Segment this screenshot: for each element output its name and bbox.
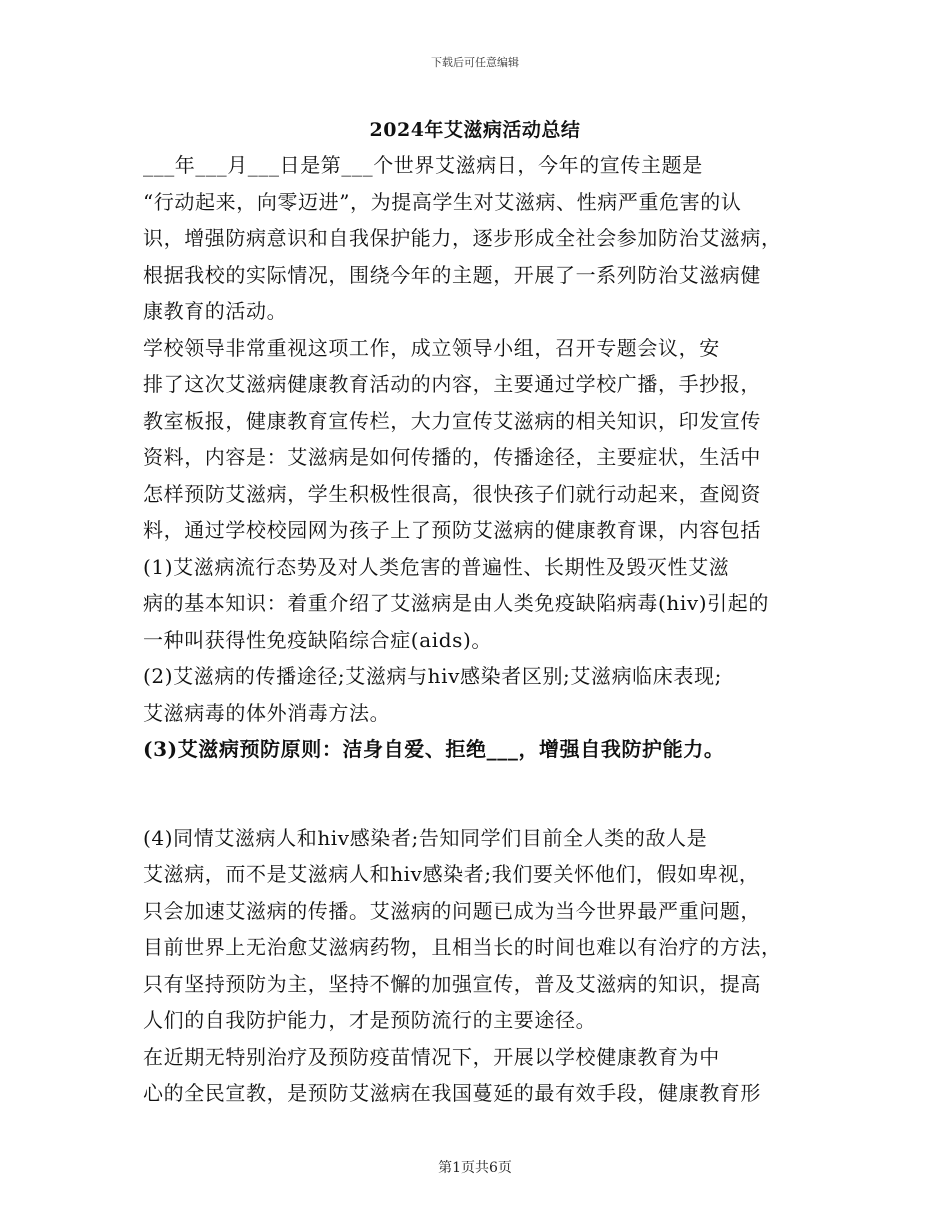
document-body (143, 147, 803, 1112)
body-line: 料，通过学校校园网为孩子上了预防艾滋病的健康教育课，内容包括 (143, 518, 761, 542)
page-number: 第1页共6页 (438, 1160, 512, 1176)
body-line: ___年___月___日是第___个世界艾滋病日，今年的宣传主题是 (143, 153, 703, 177)
paragraph-gap (143, 768, 803, 820)
body-line: 康教育的活动。 (143, 299, 288, 323)
body-line: 艾滋病毒的体外消毒方法。 (143, 700, 391, 725)
bold-principle-line: (3)艾滋病预防原则：洁身自爱、拒绝___，增强自我防护能力。 (143, 737, 725, 761)
body-line: 只会加速艾滋病的传播。艾滋病的问题已成为当今世界最严重问题， (143, 898, 761, 923)
body-line: 病的基本知识：着重介绍了艾滋病是由人类免疫缺陷病毒(hiv)引起的 (143, 591, 769, 615)
body-line: 排了这次艾滋病健康教育活动的内容，主要通过学校广播，手抄报， (143, 372, 761, 396)
document-title: 2024年艾滋病活动总结 (369, 119, 581, 141)
body-line: (4)同情艾滋病人和hiv感染者;告知同学们目前全人类的敌人是 (143, 825, 708, 850)
body-line: 只有坚持预防为主，坚持不懈的加强宣传，普及艾滋病的知识，提高 (143, 971, 761, 996)
body-line: “行动起来，向零迈进”，为提高学生对艾滋病、性病严重危害的认 (143, 189, 742, 214)
body-line: 艾滋病，而不是艾滋病人和hiv感染者;我们要关怀他们，假如卑视， (143, 862, 760, 886)
body-line: (2)艾滋病的传播途径;艾滋病与hiv感染者区别;艾滋病临床表现; (143, 664, 722, 688)
body-line: 目前世界上无治愈艾滋病药物，且相当长的时间也难以有治疗的方法， (143, 935, 782, 959)
body-line: 学校领导非常重视这项工作，成立领导小组，召开专题会议，安 (143, 335, 720, 360)
body-line: 人们的自我防护能力，才是预防流行的主要途径。 (143, 1008, 597, 1032)
body-line: 教室板报，健康教育宣传栏，大力宣传艾滋病的相关知识，印发宣传 (143, 408, 761, 433)
body-line: 怎样预防艾滋病，学生积极性很高，很快孩子们就行动起来，查阅资 (143, 481, 761, 506)
body-line: 心的全民宣教，是预防艾滋病在我国蔓延的最有效手段，健康教育形 (143, 1081, 761, 1105)
body-line: 在近期无特别治疗及预防疫苗情况下，开展以学校健康教育为中 (143, 1044, 720, 1069)
body-line: 识，增强防病意识和自我保护能力，逐步形成全社会参加防治艾滋病， (143, 226, 782, 250)
body-line: 一种叫获得性免疫缺陷综合症(aids)。 (143, 627, 492, 652)
header-note: 下载后可任意编辑 (431, 56, 519, 69)
body-line: 根据我校的实际情况，围绕今年的主题，开展了一系列防治艾滋病健 (143, 262, 761, 287)
body-line: 资料，内容是：艾滋病是如何传播的，传播途径，主要症状，生活中 (143, 445, 761, 469)
body-line: (1)艾滋病流行态势及对人类危害的普遍性、长期性及毁灭性艾滋 (143, 554, 730, 579)
